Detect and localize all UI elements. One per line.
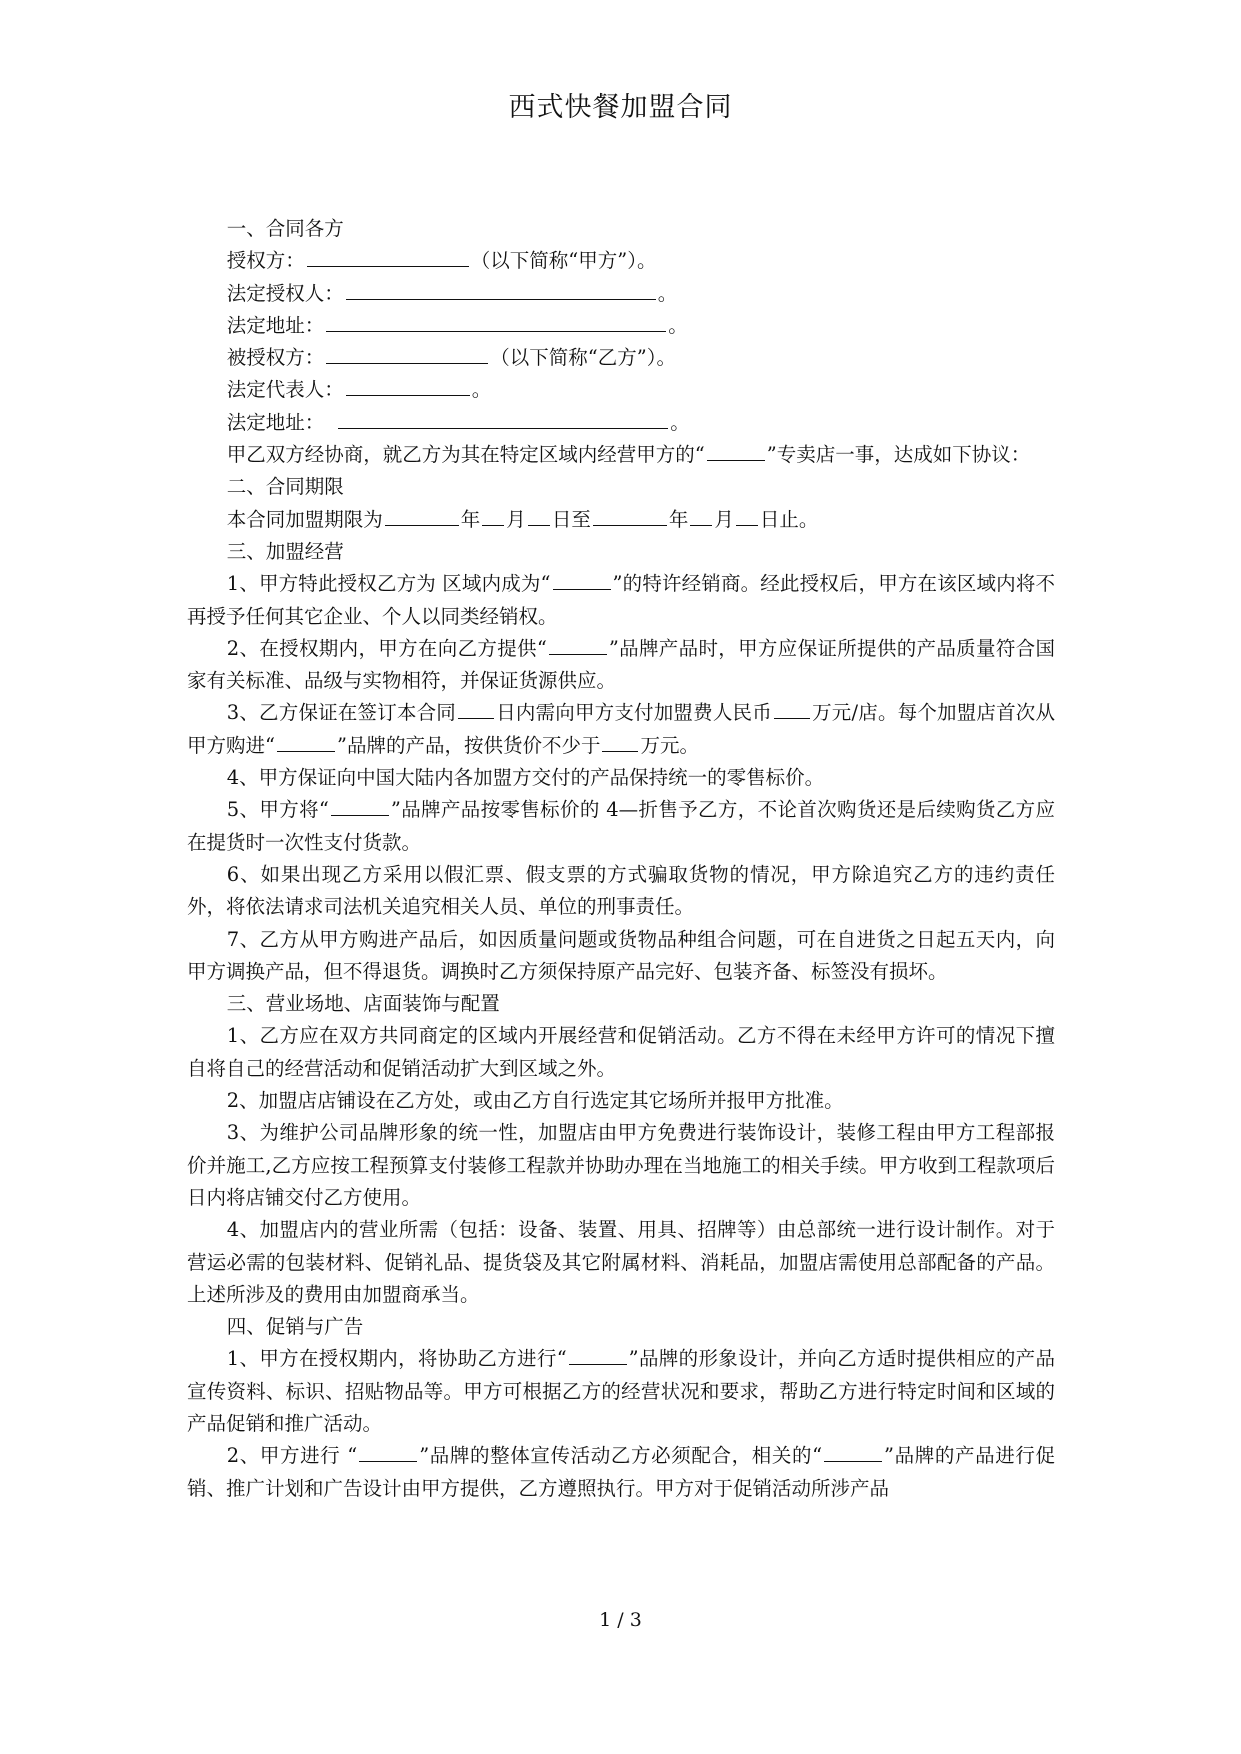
term-line: 本合同加盟期限为 年 月 日至 年 月 日止。: [187, 504, 1055, 536]
licensor-rep-line: 法定授权人： 。: [187, 278, 1055, 310]
licensee-blank[interactable]: [326, 343, 488, 364]
document-title: 西式快餐加盟合同: [508, 92, 733, 123]
end-year-blank[interactable]: [593, 504, 667, 525]
min-purchase-blank[interactable]: [602, 730, 638, 751]
start-month-blank[interactable]: [482, 504, 504, 525]
brand-blank[interactable]: [707, 440, 765, 461]
operation-clause-7: 7、乙方从甲方购进产品后，如因质量问题或货物品种组合问题，可在自进货之日起五天内，向甲方调换产品，但不得退货。调换时乙方须保持原产品完好、包装齐备、标签没有损坏。: [187, 927, 1055, 983]
page-number: 1 / 3: [599, 1609, 642, 1631]
licensor-address-line: 法定地址： 。: [187, 310, 1055, 342]
brand-blank[interactable]: [277, 730, 335, 751]
days-blank[interactable]: [458, 698, 494, 719]
licensor-line: 授权方： （以下简称“甲方”）。: [187, 245, 1055, 277]
operation-clause-3: 3、乙方保证在签订本合同 日内需向甲方支付加盟费人民币 万元/店。每个加盟店首次从甲方购进“ ”品牌的产品，按供货价不少于 万元。: [187, 697, 1055, 762]
licensor-blank[interactable]: [307, 246, 469, 267]
agreement-paragraph: 甲乙双方经协商，就乙方为其在特定区域内经营甲方的“ ”专卖店一事，达成如下协议：: [187, 439, 1055, 471]
promotion-clause-1: 1、甲方在授权期内，将协助乙方进行“ ”品牌的形象设计，并向乙方适时提供相应的产品宣传资料、标识、招贴物品等。甲方可根据乙方的经营状况和要求，帮助乙方进行特定时间和区域的产品促销和推广活动。: [187, 1343, 1055, 1440]
brand-blank[interactable]: [553, 569, 611, 590]
fee-blank[interactable]: [774, 698, 810, 719]
start-year-blank[interactable]: [385, 504, 459, 525]
brand-blank[interactable]: [549, 633, 607, 654]
premises-clause-2: 2、加盟店店铺设在乙方处，或由乙方自行选定其它场所并报甲方批准。: [226, 1089, 844, 1113]
licensee-line: 被授权方： （以下简称“乙方”）。: [187, 342, 1055, 374]
licensee-address-blank[interactable]: [338, 407, 668, 428]
section-heading-parties: 一、合同各方: [226, 217, 344, 240]
operation-clause-2: 2、在授权期内，甲方在向乙方提供“ ”品牌产品时，甲方应保证所提供的产品质量符合国家有关标准、品级与实物相符，并保证货源供应。: [187, 633, 1055, 698]
section-heading-operation: 三、加盟经营: [226, 539, 344, 563]
brand-blank[interactable]: [824, 1441, 882, 1462]
operation-clause-4: 4、甲方保证向中国大陆内各加盟方交付的产品保持统一的零售标价。: [226, 766, 825, 790]
brand-blank[interactable]: [331, 795, 389, 816]
section-heading-term: 二、合同期限: [226, 475, 344, 499]
promotion-clause-2: 2、甲方进行 “ ”品牌的整体宣传活动乙方必须配合，相关的“ ”品牌的产品进行促销、推广计划和广告设计由甲方提供，乙方遵照执行。甲方对于促销活动所涉产品: [187, 1440, 1055, 1505]
contract-body: [187, 213, 1055, 1505]
brand-blank[interactable]: [569, 1344, 627, 1365]
end-day-blank[interactable]: [736, 504, 758, 525]
operation-clause-5: 5、甲方将“ ”品牌产品按零售标价的 4—折售予乙方，不论首次购货还是后续购货乙方应在提货时一次性支付货款。: [187, 794, 1055, 859]
end-month-blank[interactable]: [690, 504, 712, 525]
section-heading-promotion: 四、促销与广告: [226, 1315, 364, 1339]
brand-blank[interactable]: [359, 1441, 417, 1462]
premises-clause-3: 3、为维护公司品牌形象的统一性，加盟店由甲方免费进行装饰设计，装修工程由甲方工程部报价并施工,乙方应按工程预算支付装修工程款并协助办理在当地施工的相关手续。甲方收到工程款项后 日内将店铺交付乙方使用。: [187, 1121, 1055, 1209]
section-heading-premises: 三、营业场地、店面装饰与配置: [226, 992, 500, 1016]
licensee-rep-line: 法定代表人： 。: [187, 374, 1055, 406]
operation-clause-1: 1、甲方特此授权乙方为 区域内成为“ ”的特许经销商。经此授权后，甲方在该区域内将不再授予任何其它企业、个人以同类经销权。: [187, 568, 1055, 633]
licensee-address-line: 法定地址： 。: [187, 407, 1055, 439]
operation-clause-6: 6、如果出现乙方采用以假汇票、假支票的方式骗取货物的情况，甲方除追究乙方的违约责任外，将依法请求司法机关追究相关人员、单位的刑事责任。: [187, 862, 1055, 919]
licensee-rep-blank[interactable]: [346, 375, 470, 396]
licensor-rep-blank[interactable]: [346, 278, 656, 299]
licensor-address-blank[interactable]: [326, 310, 666, 331]
premises-clause-4: 4、加盟店内的营业所需（包括：设备、装置、用具、招牌等）由总部统一进行设计制作。对于营运必需的包装材料、促销礼品、提货袋及其它附属材料、消耗品，加盟店需使用总部配备的产品。上述所涉及的费用由加盟商承当。: [187, 1218, 1055, 1306]
start-day-blank[interactable]: [528, 504, 550, 525]
premises-clause-1: 1、乙方应在双方共同商定的区域内开展经营和促销活动。乙方不得在未经甲方许可的情况下擅自将自己的经营活动和促销活动扩大到区域之外。: [187, 1024, 1055, 1080]
